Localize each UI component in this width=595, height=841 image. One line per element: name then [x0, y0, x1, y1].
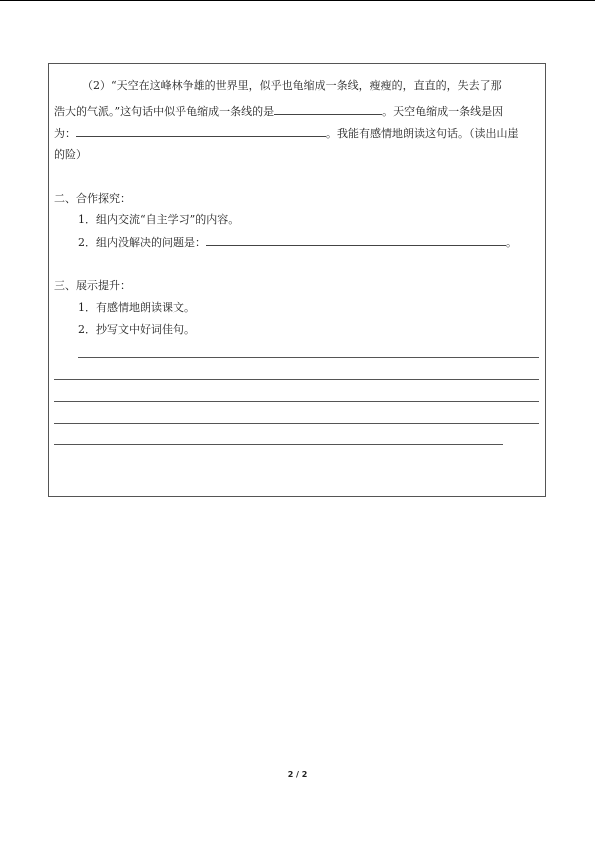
section-2-item-1: 1．组内交流“自主学习”的内容。	[78, 213, 240, 226]
q2-line-2-tail: 。天空龟缩成一条线是因	[382, 105, 504, 118]
q2-line-2-text: 浩大的气派。”这句话中似乎龟缩成一条线的是	[54, 105, 275, 118]
page-number: 2 / 2	[287, 770, 308, 779]
q2-line-3	[54, 126, 519, 140]
section-2-heading: 二、合作探究：	[54, 192, 131, 205]
q2-line-2	[54, 104, 503, 118]
answer-blank-2[interactable]	[76, 126, 326, 137]
q2-line-1: （2）“天空在这峰林争雄的世界里，似乎也龟缩成一条线，瘦瘦的，直直的，失去了那	[82, 79, 502, 92]
q2-line-3-tail: 。我能有感情地朗读这句话。（读出山崖	[326, 127, 519, 140]
writing-line-2[interactable]	[54, 379, 539, 380]
answer-blank-1[interactable]	[274, 104, 382, 115]
writing-line-4[interactable]	[54, 423, 539, 424]
writing-line-1[interactable]	[78, 357, 539, 358]
writing-line-5[interactable]	[54, 444, 503, 445]
section-2-item-2-end: 。	[506, 236, 517, 249]
answer-blank-3[interactable]	[206, 235, 506, 246]
section-3-heading: 三、展示提升：	[54, 279, 131, 292]
section-3-item-2: 2．抄写文中好词佳句。	[78, 323, 195, 336]
section-2-item-2	[78, 235, 517, 249]
section-2-item-2-text: 2．组内没解决的问题是：	[78, 236, 206, 249]
writing-line-3[interactable]	[54, 401, 539, 402]
q2-line-4: 的险）	[54, 148, 87, 161]
page-top-rule	[0, 0, 595, 1]
section-3-item-1: 1．有感情地朗读课文。	[78, 301, 195, 314]
q2-line-3-text: 为：	[54, 127, 76, 140]
